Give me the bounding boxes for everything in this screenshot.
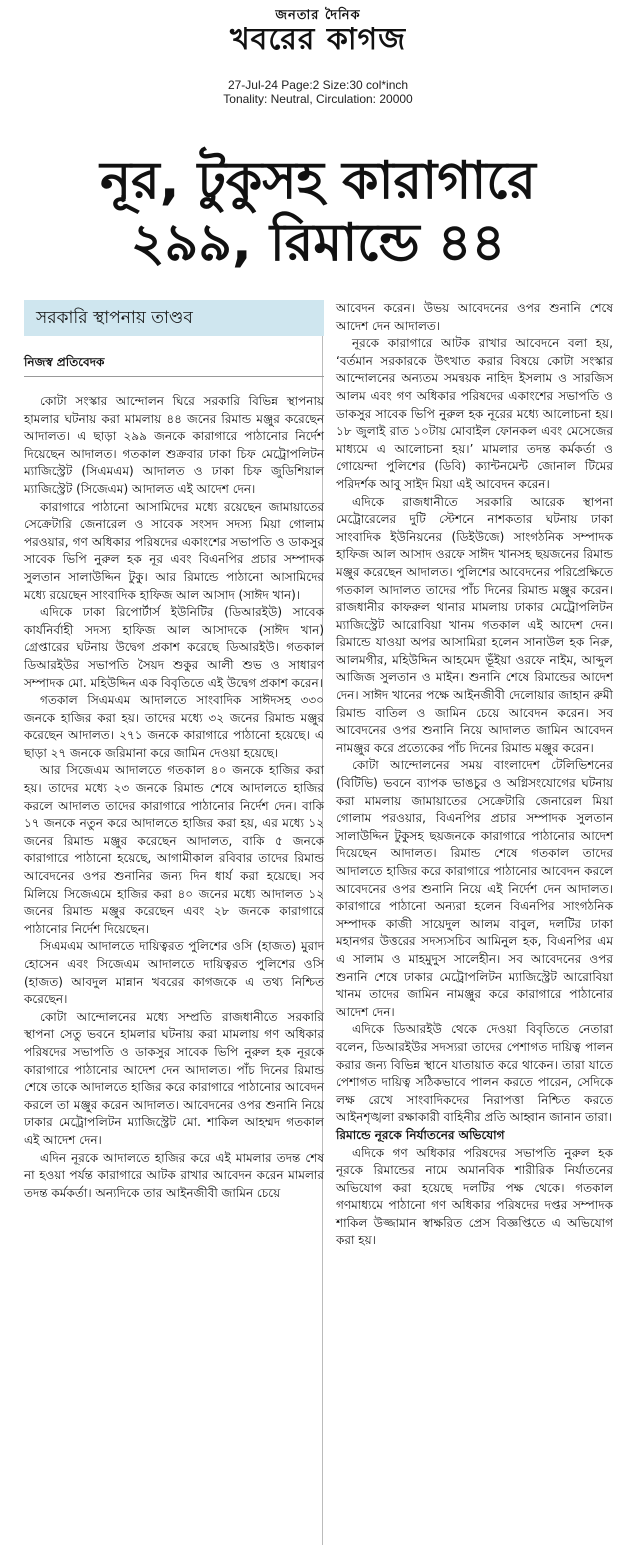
article-paragraph: এদিকে ডিআরইউ থেকে দেওয়া বিবৃতিতে নেতারা বলেন, ডিআরইউর সদস্যরা তাদের পেশাগত দায়িত্ব পালন করার জন্য বিভিন্ন স্থানে যাতায়াত করে থাকেন। তারা যাতে পেশাগত দায়িত্ব সঠিকভাবে পালন করতে পারেন, সেদিকে লক্ষ রেখে সাংবাদিকদের নিরাপত্তা নিশ্চিত করতে আইনশৃঙ্খলা রক্ষাকারী বাহিনীর প্রতি আহ্বান জানান তারা। — [336, 1022, 613, 1125]
newspaper-tagline: জনতার দৈনিক — [275, 8, 361, 23]
article-paragraph: আর সিজেএম আদালতে গতকাল ৪০ জনকে হাজির করা হয়। তাদের মধ্যে ২৩ জনকে রিমান্ড শেষে আদালতে হাজির করলে আদালত তাদের কারাগারে পাঠানোর নির্দেশ দেন। বাকি ১৭ জনকে নতুন করে আদালতে হাজির করা হয়, এর মধ্যে ১২ জনের রিমান্ড মঞ্জুর করেছেন আদালত, বাকি ৫ জনকে কারাগারে পাঠানো হয়েছে, আগামীকাল রবিবার তাদের রিমান্ড আবেদনের ওপর শুনানির জন্য দিন ধার্য করা হয়েছে। সব মিলিয়ে সিজেএমে হাজির করা ৪০ জনের মধ্যে আদালত ১২ জনের রিমান্ড মঞ্জুর করেছেন এবং ২৮ জনকে কারাগারে পাঠানোর নির্দেশ দিয়েছেন। — [24, 763, 324, 936]
clipping-tonality-info: Tonality: Neutral, Circulation: 20000 — [223, 92, 413, 106]
article-paragraph: সিএমএম আদালতে দায়িত্বরত পুলিশের ওসি (হাজত) মুরাদ হোসেন এবং সিজেএম আদালতে দায়িত্বরত পুলিশের ওসি (হাজত) আবদুল মান্নান খবরের কাগজকে এ তথ্য নিশ্চিত করেছেন। — [24, 939, 324, 1007]
article-paragraph: এদিকে রাজধানীতে সরকারি আরেক স্থাপনা মেট্রোরেলের দুটি স্টেশনে নাশকতার ঘটনায় ঢাকা সাংবাদিক ইউনিয়নের (ডিইউজে) সাংগঠনিক সম্পাদক হাফিজ আল আসাদ ওরফে সাঈদ খানসহ ছয়জনের রিমান্ড মঞ্জুর করেছেন আদালত। পুলিশের আবেদনের পরিপ্রেক্ষিতে গতকাল আদালত তাদের পাঁচ দিনের রিমান্ড মঞ্জুর করেন। রাজধানীর কাফরুল থানার মামলায় ঢাকার মেট্রোপলিটন ম্যাজিস্ট্রেট আরোবিয়া খানম গতকাল এই আদেশ দেন। রিমান্ডে যাওয়া অপর আসামিরা হলেন সানাউল হক নিরু, আলমগীর, মহিউদ্দিন আহমেদ ভূঁইয়া ওরফে নাইম, আব্দুল আজিজ সুলতান ও মাইন। শুনানি শেষে রিমান্ডের আদেশ দেন। সাঈদ খানের পক্ষে আইনজীবী দেলোয়ার জাহান রুমী রিমান্ড বাতিল ও জামিন চেয়ে আবেদন করেন। সব আবেদনের ওপর শুনানি নিয়ে আদালত জামিন আবেদন নামঞ্জুর করে প্রত্যেকের পাঁচ দিনের রিমান্ড মঞ্জুর করেন। — [336, 494, 613, 755]
clipping-page-info: 27-Jul-24 Page:2 Size:30 col*inch — [227, 78, 409, 92]
article-paragraph: এদিকে ঢাকা রিপোর্টার্স ইউনিটির (ডিআরইউ) সাবেক কার্যনির্বাহী সদস্য হাফিজ আল আসাদকে (সাঈদ খান) গ্রেপ্তারের ঘটনায় উদ্বেগ প্রকাশ করেছে ডিআরইউ। গতকাল ডিআরইউর সভাপতি সৈয়দ শুকুর আলী শুভ ও সাধারণ সম্পাদক মো. মহিউদ্দিন এক বিবৃতিতে এই উদ্বেগ প্রকাশ করেন। — [24, 605, 324, 690]
newspaper-name: খবরের কাগজ — [229, 22, 407, 57]
article-column-left — [24, 300, 324, 1202]
article-subheading: রিমান্ডে নূরকে নির্যাতনের অভিযোগ — [336, 1127, 505, 1142]
headline-line-2: ২৯৯, রিমান্ডে ৪৪ — [130, 213, 506, 273]
article-paragraph: এদিন নূরকে আদালতে হাজির করে এই মামলার তদন্ত শেষ না হওয়া পর্যন্ত কারাগারে আটক রাখার আবেদন করেন মামলার তদন্ত কর্মকর্তা। অন্যদিকে তার আইনজীবী জামিন চেয়ে — [24, 1150, 324, 1200]
article-byline: নিজস্ব প্রতিবেদক — [24, 354, 324, 377]
masthead — [0, 0, 636, 60]
article-kicker: সরকারি স্থাপনায় তাণ্ডব — [24, 300, 324, 336]
clipping-meta — [0, 78, 636, 106]
article-paragraph: নূরকে কারাগারে আটক রাখার আবেদনে বলা হয়, ‘বর্তমান সরকারকে উৎখাত করার বিষয়ে কোটা সংস্কার আন্দোলনের অন্যতম সমন্বয়ক নাহিদ ইসলাম ও সারজিস আলম এবং গণ অধিকার পরিষদের একাংশের সভাপতি ও ডাকসুর সাবেক ভিপি নুরুল হক নূরের মধ্যে আলোচনা হয়। ১৮ জুলাই রাত ১০টায় মোবাইল ফোনকল এবং মেসেজের মাধ্যমে এ আলোচনা হয়।’ মামলার তদন্ত কর্মকর্তা ও গোয়েন্দা পুলিশের (ডিবি) ক্যান্টনমেন্ট জোনাল টিমের পরিদর্শক আবু সাইদ মিয়া এই আবেদন করেন। — [336, 336, 613, 491]
article-paragraph: কোটা সংস্কার আন্দোলন ঘিরে সরকারি বিভিন্ন স্থাপনায় হামলার ঘটনায় করা মামলায় ৪৪ জনের রিমান্ড মঞ্জুর করেছেন আদালত। এ ছাড়া ২৯৯ জনকে কারাগারে পাঠানোর নির্দেশ দিয়েছেন আদালত। গতকাল শুক্রবার ঢাকা চিফ মেট্রোপলিটন ম্যাজিস্ট্রেট (সিএমএম) আদালত ও ঢাকা চিফ জুডিশিয়াল ম্যাজিস্ট্রেট (সিজেএম) আদালত এই আদেশ দেন। — [24, 394, 324, 496]
article-paragraph: গতকাল সিএমএম আদালতে সাংবাদিক সাঈদসহ ৩৩০ জনকে হাজির করা হয়। তাদের মধ্যে ৩২ জনের রিমান্ড মঞ্জুর করেছেন আদালত। ২৭১ জনকে কারাগারে পাঠানো হয়েছে। এ ছাড়া ২৭ জনকে জরিমানা করে জামিন দেওয়া হয়েছে। — [24, 693, 324, 760]
article-headline — [0, 150, 636, 274]
article-paragraph: কারাগারে পাঠানো আসামিদের মধ্যে রয়েছেন জামায়াতের সেক্রেটারি জেনারেল ও সাবেক সংসদ সদস্য মিয়া গোলাম পরওয়ার, গণ অধিকার পরিষদের একাংশের সভাপতি ও ডাকসুর সাবেক ভিপি নুরুল হক নূর এবং বিএনপির প্রচার সম্পাদক সুলতান সালাউদ্দিন টুকু। আর রিমান্ডে পাঠানো আসামিদের মধ্যে রয়েছেন সাংবাদিক হাফিজ আল আসাদ (সাঈদ খান)। — [24, 499, 324, 602]
article-paragraph: আবেদন করেন। উভয় আবেদনের ওপর শুনানি শেষে আদেশ দেন আদালত। — [336, 301, 613, 333]
article-column-right — [336, 300, 613, 1250]
article-paragraph: কোটা আন্দোলনের মধ্যে সম্প্রতি রাজধানীতে সরকারি স্থাপনা সেতু ভবনে হামলার ঘটনায় করা মামলায় গণ অধিকার পরিষদের সভাপতি ও ডাকসুর সাবেক ভিপি নুরুল হক নূরকে কারাগারে পাঠানোর আদেশ দেন আদালত। পাঁচ দিনের রিমান্ড শেষে তাকে আদালতে হাজির করে কারাগারে পাঠানোর আবেদন করলে তা মঞ্জুর করেন আদালত। আবেদনের ওপর শুনানি নিয়ে ঢাকার মেট্রোপলিটন ম্যাজিস্ট্রেট মো. শাকিল আহম্মদ গতকাল এই আদেশ দেন। — [24, 1009, 325, 1147]
article-paragraph: এদিকে গণ অধিকার পরিষদের সভাপতি নুরুল হক নূরকে রিমান্ডের নামে অমানবিক শারীরিক নির্যাতনের অভিযোগ করা হয়েছে দলটির পক্ষ থেকে। গতকাল গণমাধ্যমে পাঠানো গণ অধিকার পরিষদের দপ্তর সম্পাদক শাকিল উজ্জামান স্বাক্ষরিত প্রেস বিজ্ঞপ্তিতে এ অভিযোগ করা হয়। — [336, 1145, 613, 1248]
article-paragraph: কোটা আন্দোলনের সময় বাংলাদেশ টেলিভিশনের (বিটিভি) ভবনে ব্যাপক ভাঙচুর ও অগ্নিসংযোগের ঘটনায় করা মামলায় জামায়াতের সেক্রেটারি জেনারেল মিয়া গোলাম পরওয়ার, বিএনপির প্রচার সম্পাদক সুলতান সালাউদ্দিন টুকুসহ ছয়জনকে কারাগারে পাঠানোর আদেশ দিয়েছেন আদালত। রিমান্ড শেষে গতকাল তাদের আদালতে হাজির করে কারাগারে পাঠানোর আবেদন করলে আবেদনের ওপর শুনানি নিয়ে এই নির্দেশ দেন আদালত। কারাগারে পাঠানো অন্যরা হলেন বিএনপির সাংগঠনিক সম্পাদক কাজী সায়েদুল আলম বাবুল, দলটির ঢাকা মহানগর উত্তরের সদস্যসচিব আমিনুল হক, বিএনপির এম এ সালাম ও মাহমুদুস সালেহীন। সব আবেদনের ওপর শুনানি শেষে ঢাকার মেট্রোপলিটন ম্যাজিস্ট্রেট আরোবিয়া খানম তাদের জামিন নামঞ্জুর করে কারাগারে পাঠানোর আদেশ দেন। — [336, 758, 613, 1019]
headline-line-1: নূর, টুকুসহ কারাগারে — [100, 151, 536, 211]
